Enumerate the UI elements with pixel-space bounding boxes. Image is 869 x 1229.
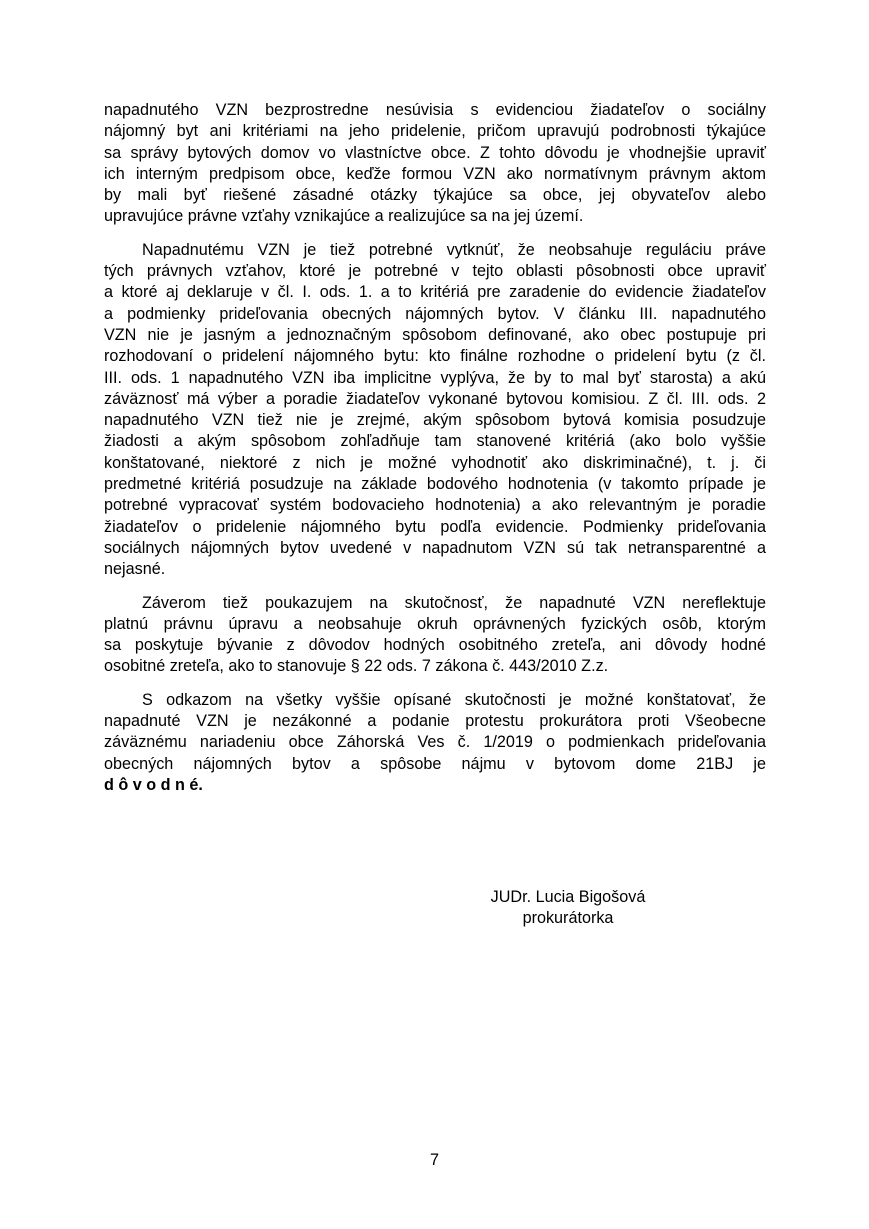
text-line: rozhodovaní o pridelení nájomného bytu: kto finálne rozhodne o pridelení bytu (z čl. (104, 347, 766, 366)
paragraph (104, 100, 766, 228)
text-line: potrebné vypracovať systém bodovacieho hodnotenia) a ako relevantným je poradie (104, 496, 766, 515)
page-number: 7 (429, 1151, 439, 1169)
text-line: žiadateľov o pridelenie nájomného bytu podľa evidencie. Podmienky prideľovania (104, 517, 766, 536)
text-line: osobitné zreteľa, ako to stanovuje § 22 ods. 7 zákona č. 443/2010 Z.z. (104, 657, 609, 676)
signature-name: JUDr. Lucia Bigošová (490, 888, 646, 906)
paragraph (104, 690, 766, 796)
text-line: III. ods. 1 napadnutého VZN iba implicitne vyplýva, že by to mal byť starosta) a akú (104, 368, 766, 387)
emphasis-line: d ô v o d n é. (104, 775, 203, 794)
paragraph (104, 240, 766, 581)
text-line: a ktoré aj deklaruje v čl. I. ods. 1. a to kritériá pre zaradenie do evidencie žiadateľov (104, 283, 766, 302)
text-line: tých právnych vzťahov, ktoré je potrebné v tejto oblasti pôsobnosti obce upraviť (104, 262, 766, 281)
text-line: napadnutého VZN tiež nie je zrejmé, akým spôsobom bytová komisia posudzuje (104, 411, 766, 430)
text-line: a podmienky prideľovania obecných nájomných bytov. V článku III. napadnutého (104, 304, 766, 323)
text-line: nejasné. (104, 560, 166, 579)
text-line: napadnutého VZN bezprostredne nesúvisia s evidenciou žiadateľov o sociálny (104, 101, 766, 119)
text-line: Záverom tiež poukazujem na skutočnosť, že napadnuté VZN nereflektuje (142, 593, 766, 612)
text-line: VZN nie je jasným a jednoznačným spôsobom definované, ako obec postupuje pri (104, 325, 766, 344)
text-line: Napadnutému VZN je tiež potrebné vytknúť, že neobsahuje reguláciu práve (142, 240, 766, 259)
text-line: platnú právnu úpravu a neobsahuje okruh oprávnených fyzických osôb, ktorým (104, 614, 766, 633)
text-line: by mali byť riešené zásadné otázky týkajúce sa obce, jej obyvateľov alebo (104, 186, 766, 205)
text-line: konštatované, niektoré z nich je možné vyhodnotiť ako diskriminačné), t. j. či (104, 453, 766, 472)
text-line: upravujúce právne vzťahy vznikajúce a realizujúce sa na jej území. (104, 207, 584, 226)
text-line: žiadosti a akým spôsobom zohľadňuje tam stanovené kritériá (ako bolo vyššie (104, 432, 766, 451)
text-line: sa správy bytových domov vo vlastníctve obce. Z tohto dôvodu je vhodnejšie upraviť (104, 143, 766, 162)
document-body (104, 100, 766, 808)
text-line: napadnuté VZN je nezákonné a podanie protestu prokurátora proti Všeobecne (104, 712, 766, 731)
text-line: sa poskytuje bývanie z dôvodov hodných osobitného zreteľa, ani dôvody hodné (104, 636, 766, 655)
signature-title: prokurátorka (522, 909, 614, 928)
text-line: nájomný byt ani kritériami na jeho pridelenie, pričom upravujú podrobnosti týkajúce (104, 122, 766, 141)
text-line: predmetné kritériá posudzuje na základe bodového hodnotenia (v takomto prípade je (104, 475, 766, 494)
text-line: ich interným predpisom obce, keďže formou VZN ako normatívnym právnym aktom (104, 164, 766, 183)
text-line: záväznému nariadeniu obce Záhorská Ves č. 1/2019 o podmienkach prideľovania (104, 733, 766, 752)
text-line: sociálnych nájomných bytov uvedené v napadnutom VZN sú tak netransparentné a (104, 538, 766, 557)
paragraph (104, 593, 766, 678)
text-line: S odkazom na všetky vyššie opísané skutočnosti je možné konštatovať, že (142, 690, 766, 709)
text-line: obecných nájomných bytov a spôsobe nájmu v bytovom dome 21BJ je (104, 754, 766, 773)
text-line: záväznosť má výber a poradie žiadateľov vykonané bytovou komisiou. Z čl. III. ods. 2 (104, 389, 766, 408)
signature-block (418, 887, 718, 930)
